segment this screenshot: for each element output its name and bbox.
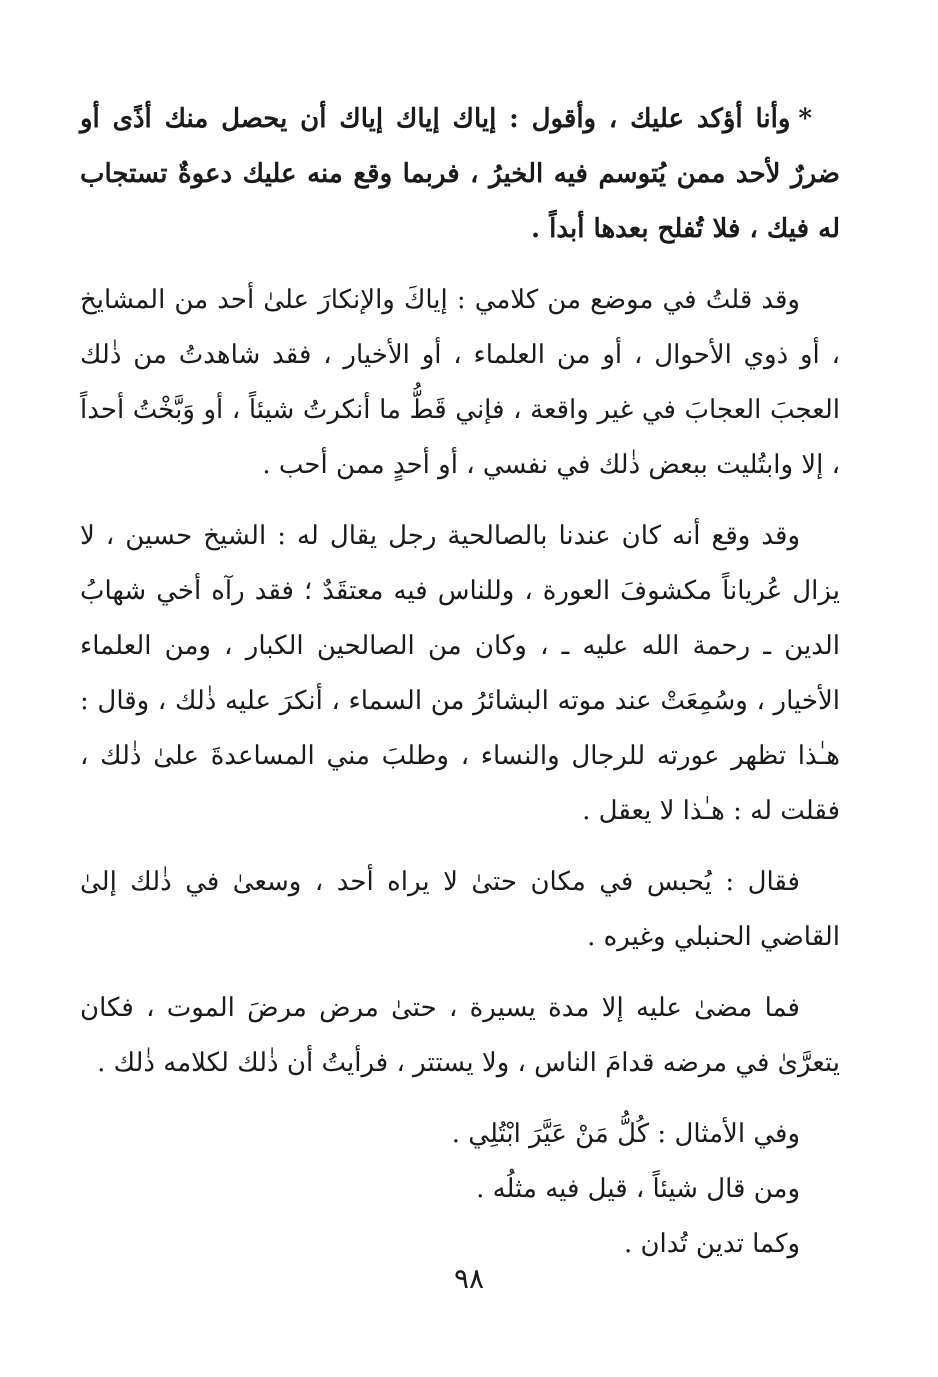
saying-1: وفي الأمثال : كُلُّ مَنْ عَيَّرَ ابْتُلِي . <box>451 1119 800 1149</box>
paragraph-3: وقد وقع أنه كان عندنا بالصالحية رجل يقال له : الشيخ حسين ، لا يزال عُرياناً مكشوفَ العورة ، وللناس فيه معتقَدٌ ؛ فقد رآه أخي شهابُ الدين ـ رحمة الله عليه ـ ، وكان من الصالحين الكبار ، ومن العلماء الأخيار ، وسُمِعَتْ عند موته البشائرُ من السماء ، أنكرَ عليه ذٰلك ، وقال : هـٰذا تظهر عورته للرجال والنساء ، وطلبَ مني المساعدةَ علىٰ ذٰلك ، فقلت له : هـٰذا لا يعقل . <box>80 521 840 826</box>
paragraph-5: فما مضىٰ عليه إلا مدة يسيرة ، حتىٰ مرض مرضَ الموت ، فكان يتعرَّىٰ في مرضه قدامَ الناس ، ولا يستتر ، فرأيتُ أن ذٰلك لكلامه ذٰلك . <box>80 993 840 1078</box>
page-body <box>80 92 840 1272</box>
saying-3: وكما تدين تُدان . <box>623 1229 800 1259</box>
paragraph-4: فقال : يُحبس في مكان حتىٰ لا يراه أحد ، وسعىٰ في ذٰلك إلىٰ القاضي الحنبلي وغيره . <box>80 867 840 952</box>
paragraph-2: وقد قلتُ في موضع من كلامي : إياكَ والإنكارَ علىٰ أحد من المشايخ ، أو ذوي الأحوال ، أو من العلماء ، أو الأخيار ، فقد شاهدتُ من ذٰلك العجبَ العجابَ في غير واقعة ، فإني قَطُّ ما أنكرتُ شيئاً ، أو وَبَّخْتُ أحداً ، إلا وابتُليت ببعض ذٰلك في نفسي ، أو أحدٍ ممن أحب . <box>80 285 840 480</box>
saying-2: ومن قال شيئاً ، قيل فيه مثلُه . <box>476 1174 800 1204</box>
page-number: ٩٨ <box>453 1262 485 1295</box>
paragraph-1-text: وأنا أؤكد عليك ، وأقول : إياك إياك إياك أن يحصل منك أذًى أو ضررٌ لأحد ممن يُتوسم فيه الخيرُ ، فربما وقع منه عليك دعوةٌ تستجاب له فيك ، فلا تُفلح بعدها أبداً . <box>80 104 840 244</box>
asterisk-marker: * <box>798 104 812 134</box>
paragraph-1 <box>80 92 840 257</box>
